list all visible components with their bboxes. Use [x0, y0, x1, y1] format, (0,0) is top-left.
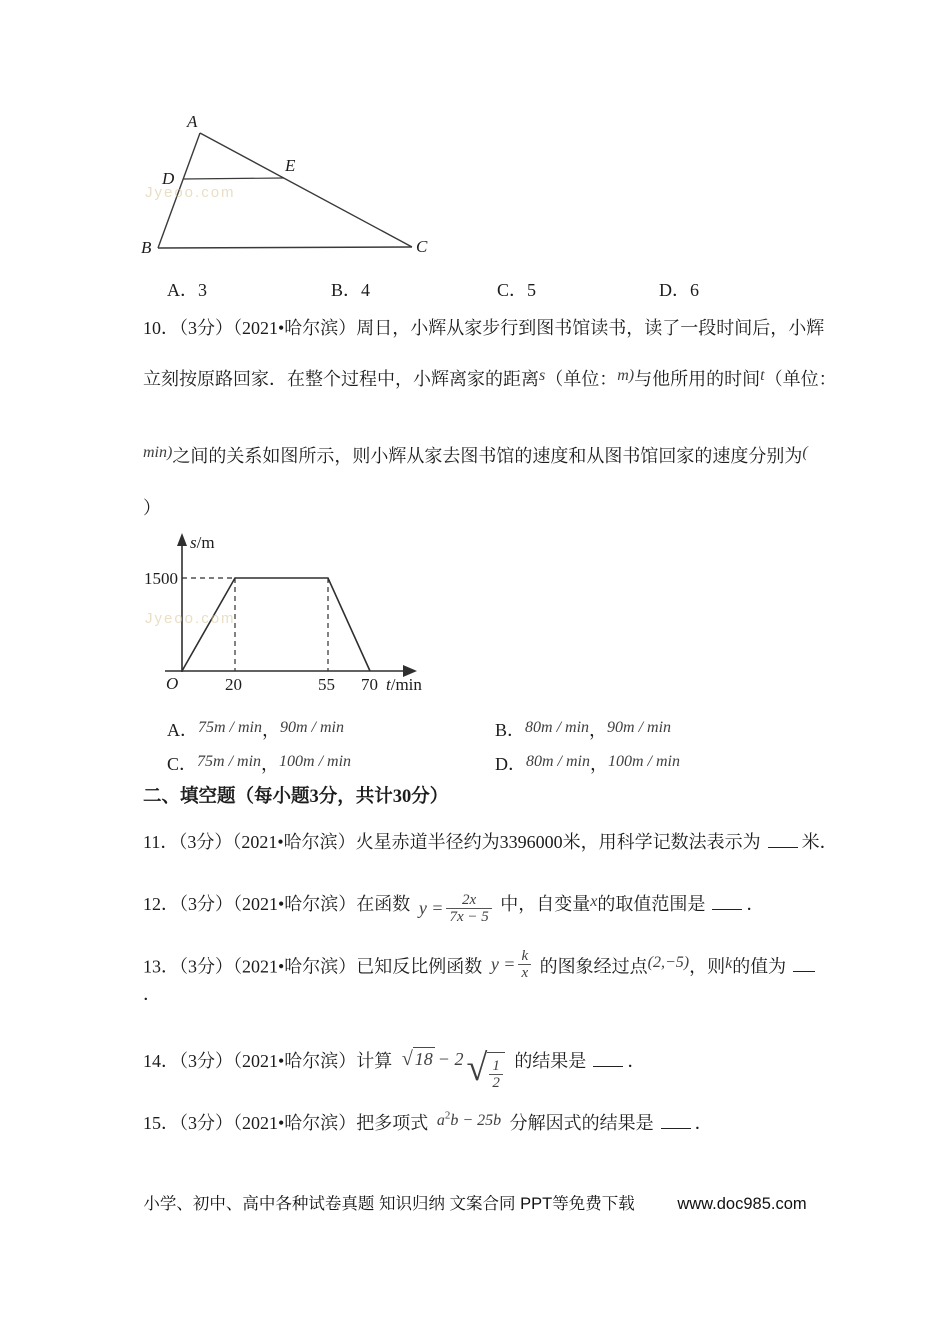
q9-option-a — [167, 279, 207, 302]
var-k: k — [725, 955, 733, 973]
q9-option-d — [659, 279, 699, 302]
q15 — [143, 1110, 713, 1135]
fraction-denominator: 2 — [489, 1074, 503, 1091]
formula-a2b-minus-25b — [436, 1109, 502, 1129]
polynomial-rest: b − 25b — [450, 1112, 502, 1129]
q12 — [143, 891, 764, 925]
q10-option-c — [167, 753, 351, 776]
formula-y-equals-2x-over-7x-5 — [419, 892, 492, 925]
q12-text3: 的取值范围是 — [597, 894, 706, 914]
x-tick-70: 70 — [361, 675, 378, 694]
exponent: 2 — [444, 1109, 451, 1122]
page-footer — [0, 1190, 950, 1214]
vertex-label-a: A — [187, 112, 198, 131]
var-x: x — [590, 893, 598, 910]
speed-value: 80m / min — [526, 753, 590, 770]
option-value: 6 — [690, 280, 699, 300]
option-value: 3 — [198, 280, 207, 300]
comma: ， — [261, 754, 280, 774]
open-paren: ( — [802, 444, 808, 461]
answer-blank — [793, 953, 815, 972]
footer-text: 小学、初中、高中各种试卷真题 知识归纳 文案合同 PPT等免费下载 — [143, 1195, 635, 1213]
speed-value: 100m / min — [279, 753, 352, 770]
watermark: Jyeoo.com — [145, 610, 236, 627]
fraction-numerator: 2x — [462, 891, 477, 908]
radical-icon: √ — [401, 1048, 413, 1070]
x-tick-55: 55 — [318, 675, 335, 694]
speed-value: 90m / min — [280, 719, 344, 736]
q12-text1: 12．（3分）（2021•哈尔滨）在函数 — [143, 894, 411, 914]
q11-text: 11．（3分）（2021•哈尔滨）火星赤道半径约为3396000米，用科学记数法表示为 — [143, 832, 761, 852]
formula-lhs: y = — [490, 954, 516, 975]
speed-value: 75m / min — [197, 753, 262, 770]
sqrt-18 — [402, 1047, 435, 1072]
var-t: t — [760, 367, 765, 384]
option-key: B． — [495, 720, 526, 740]
option-key: C． — [167, 754, 198, 774]
q15-text2: 分解因式的结果是 — [509, 1113, 654, 1133]
var-s: s — [539, 367, 546, 384]
q13-line2: ． — [143, 984, 161, 1004]
y-axis-arrow-icon — [177, 533, 187, 546]
option-value: 4 — [361, 280, 371, 300]
option-key: A． — [167, 280, 198, 300]
option-key: D． — [495, 754, 526, 774]
speed-value: 100m / min — [608, 753, 680, 770]
radicand: 18 — [414, 1049, 433, 1069]
answer-blank — [712, 891, 742, 910]
segment-de — [183, 178, 284, 179]
fraction-denominator: x — [518, 964, 531, 981]
vertex-label-b: B — [141, 238, 152, 257]
unit-min: min) — [143, 444, 173, 461]
fraction-numerator: 1 — [492, 1057, 500, 1074]
comma: ， — [262, 720, 280, 740]
q10-line2-text1: 立刻按原路回家．在整个过程中，小辉离家的距离 — [143, 369, 539, 389]
y-axis-label: s/m — [190, 533, 215, 552]
q10-option-a — [167, 719, 344, 742]
q15-text1: 15．（3分）（2021•哈尔滨）把多项式 — [143, 1113, 429, 1133]
q15-text-end: ． — [694, 1113, 713, 1133]
answer-blank — [593, 1048, 623, 1067]
q14-text-end: ． — [627, 1051, 646, 1071]
minus-2: − 2 — [437, 1049, 464, 1070]
watermark: Jyeoo.com — [145, 184, 236, 201]
origin-label: O — [166, 674, 179, 693]
q14-text1: 14．（3分）（2021•哈尔滨）计算 — [143, 1051, 393, 1071]
radical-icon: √ — [466, 1046, 488, 1089]
q10-option-b — [495, 719, 671, 742]
q9-option-b — [331, 279, 370, 302]
q10-line2-text3: 与他所用的时间 — [634, 369, 761, 389]
formula-lhs: y = — [418, 898, 444, 918]
q12-text2: 中，自变量 — [500, 894, 591, 914]
sqrt-one-half — [466, 1046, 504, 1091]
speed-value: 80m / min — [525, 719, 590, 736]
q10-line2-text4: （单位： — [764, 369, 837, 389]
q9-option-c — [497, 279, 536, 302]
option-key: B． — [331, 280, 362, 300]
q14-text2: 的结果是 — [514, 1051, 587, 1071]
x-tick-20: 20 — [225, 675, 242, 694]
var-a: a — [436, 1112, 445, 1129]
q10-option-d — [495, 753, 680, 776]
comma: ， — [589, 720, 608, 740]
answer-blank — [768, 829, 798, 848]
q10-line2-text2: （单位： — [545, 369, 618, 389]
q10-line3 — [143, 445, 808, 468]
section-title: 二、填空题（每小题3分，共计30分） — [143, 787, 449, 807]
option-key: D． — [659, 280, 690, 300]
answer-blank — [661, 1110, 691, 1129]
q13-text1: 13．（3分）（2021•哈尔滨）已知反比例函数 — [143, 956, 483, 977]
option-key: A． — [167, 720, 198, 740]
x-axis-label: t/min — [386, 675, 422, 694]
q10-line2 — [143, 368, 837, 391]
q13 — [143, 948, 819, 981]
q12-text-end: ． — [746, 894, 765, 914]
point-label-e: E — [285, 156, 296, 175]
q10-line4: ） — [143, 498, 161, 518]
formula-sqrt18-minus-2-sqrt-half — [401, 1046, 505, 1091]
point-label-d: D — [162, 169, 175, 188]
y-tick-1500: 1500 — [144, 569, 178, 588]
fraction-numerator: k — [521, 948, 529, 964]
vertex-label-c: C — [416, 237, 428, 256]
q13-text2: 的图象经过点 — [539, 956, 648, 977]
comma: ， — [590, 754, 608, 774]
point-coordinates: (2,−5) — [647, 954, 690, 972]
speed-value: 75m / min — [198, 719, 262, 736]
unit-m: m) — [617, 367, 635, 384]
q13-text4: 的值为 — [732, 956, 787, 977]
option-key: C． — [497, 280, 528, 300]
footer-url[interactable]: www.doc985.com — [677, 1195, 807, 1213]
q10-line3-text: 之间的关系如图所示，则小辉从家去图书馆的速度和从图书馆回家的速度分别为 — [172, 446, 803, 466]
option-value: 5 — [527, 280, 537, 300]
speed-value: 90m / min — [607, 719, 672, 736]
q13-text3: ，则 — [689, 956, 726, 977]
segment-bc — [158, 247, 412, 248]
fraction-denominator: 7x − 5 — [446, 908, 491, 925]
q11-text-end: 米． — [801, 832, 838, 852]
q14 — [143, 1048, 645, 1091]
q11 — [143, 829, 838, 854]
q10-line1: 10．（3分）（2021•哈尔滨）周日，小辉从家步行到图书馆读书，读了一段时间后，小辉 — [143, 318, 825, 338]
formula-y-equals-k-over-x — [491, 948, 531, 981]
